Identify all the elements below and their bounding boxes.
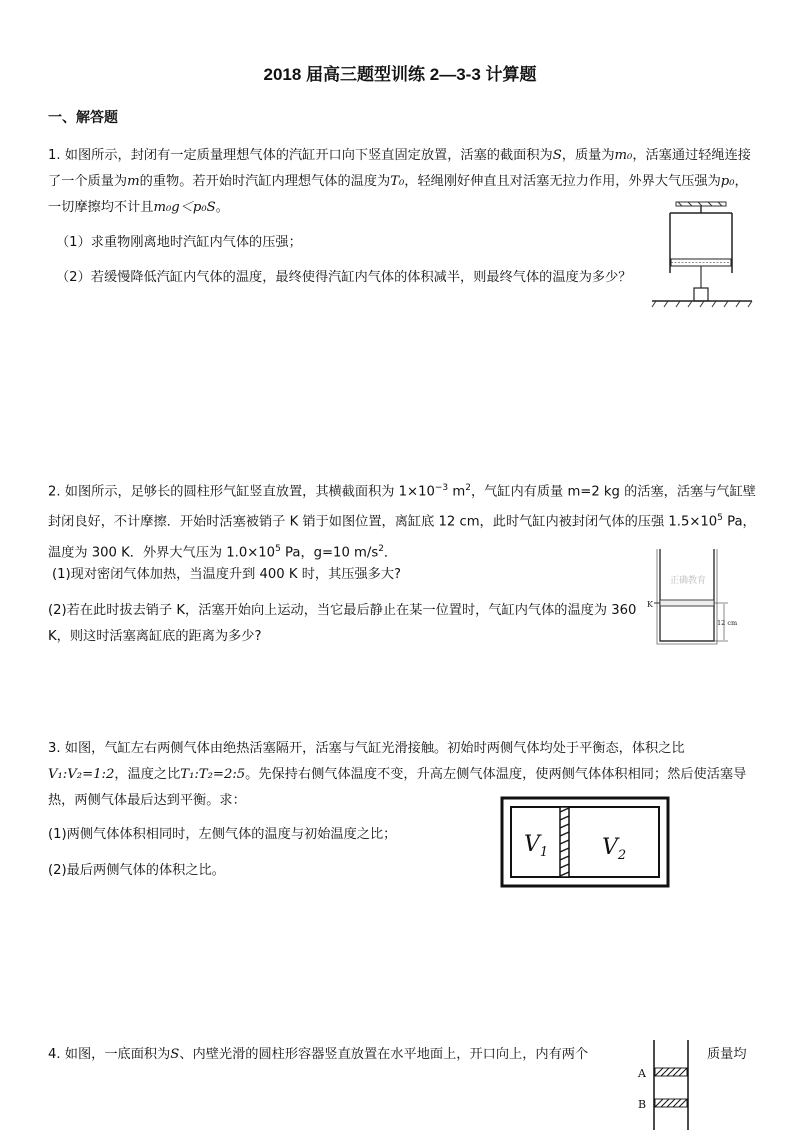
- q2-text: m: [448, 484, 466, 500]
- q1-var-m0: m₀: [614, 148, 633, 163]
- figure-1-cylinder: [648, 200, 758, 312]
- q2-exponent: 2: [378, 543, 384, 554]
- q2-text: ．: [383, 545, 398, 561]
- q2-text: ，气缸内有质量 m=2 kg 的活塞，活塞与气缸壁封闭良好，不计摩擦．开始时活塞被销子 K 销于如图位置，离缸底 12 cm，此时气缸内被封闭气体的压强 1.5×10: [48, 484, 756, 530]
- label-v1: $V_1$: [524, 832, 549, 860]
- question-3-sub-1: (1)两侧气体体积相同时，左侧气体的温度与初始温度之比；: [48, 827, 397, 842]
- q1-text: ，活塞通过轻绳连接了一个质量为: [48, 148, 751, 189]
- q1-text: 的重物。若开始时汽缸内理想气体的温度为: [139, 174, 391, 189]
- question-1-sub-1: （1）求重物刚离地时汽缸内气体的压强；: [56, 235, 302, 250]
- q1-text: ，轻绳刚好伸直且对活塞无拉力作用，外界大气压强为: [404, 174, 721, 189]
- q2-exponent: 2: [465, 483, 471, 493]
- q1-text: ，一切摩擦均不计且: [48, 174, 748, 215]
- q2-exponent: 5: [275, 543, 281, 554]
- cylinder-wall: [660, 549, 714, 641]
- q1-text: 1. 如图所示，封闭有一定质量理想气体的汽缸开口向下竖直固定放置，活塞的截面积为: [48, 148, 553, 163]
- q3-text: 。先保持右侧气体温度不变，升高左侧气体温度，使两侧气体体积相同；然后使活塞导热，两侧气体最后达到平衡。求：: [48, 767, 747, 808]
- pin-k-label: K: [647, 600, 653, 609]
- q2-text: Pa，温度为 300 K．外界大气压为 1.0×10: [48, 514, 756, 561]
- question-4-stem: [48, 1042, 628, 1068]
- figure-4-container: [634, 1036, 704, 1130]
- question-4-stem-continued: 质量均: [707, 1047, 747, 1062]
- figure-2-cylinder: [644, 545, 744, 655]
- q4-text: 、内壁光滑的圆柱形容器竖直放置在水平地面上，开口向上，内有两个: [179, 1047, 589, 1062]
- weight-block: [694, 288, 708, 301]
- q2-text: 2. 如图所示，足够长的圆柱形气缸竖直放置，其横截面积为 1×10: [48, 484, 435, 500]
- dimension-label: 12 cm: [717, 619, 738, 627]
- label-b: B: [638, 1098, 647, 1111]
- figure-3-cylinder: [500, 796, 670, 888]
- label-a: A: [638, 1067, 646, 1080]
- q1-var-s: S: [552, 148, 562, 163]
- q1-var-p0: p₀: [720, 174, 735, 189]
- piston: [660, 600, 714, 606]
- q2-exponent: 5: [717, 513, 723, 524]
- question-1-sub-2: （2）若缓慢降低汽缸内气体的温度，最终使得汽缸内气体的体积减半，则最终气体的温度为多少？: [56, 270, 632, 285]
- label-v2: $V_2$: [602, 835, 627, 863]
- question-2-sub-2: (2)若在此时拔去销子 K，活塞开始向上运动，当它最后静止在某一位置时，气缸内气体的温度为 360 K，则这时活塞离缸底的距离为多少?: [48, 603, 637, 644]
- q3-volume-ratio: V₁:V₂=1:2: [48, 767, 115, 782]
- q1-var-t0: T₀: [390, 174, 405, 189]
- question-3-sub-2: (2)最后两侧气体的体积之比。: [48, 863, 225, 878]
- q3-text: 3. 如图，气缸左右两侧气体由绝热活塞隔开，活塞与气缸光滑接触。初始时两侧气体均处于平衡态，体积之比: [48, 741, 685, 756]
- q2-exponent: −3: [434, 483, 449, 493]
- q1-text: ，质量为: [561, 148, 615, 163]
- watermark: 正确教育: [670, 576, 707, 586]
- q1-condition: m₀g＜p₀S: [153, 200, 216, 215]
- q1-var-m: m: [127, 174, 140, 189]
- q4-text: 4. 如图，一底面积为: [48, 1047, 171, 1062]
- question-2-sub-1: (1)现对密闭气体加热，当温度升到 400 K 时，其压强多大?: [52, 567, 402, 582]
- q3-text: ，温度之比: [114, 767, 181, 782]
- page-title: 2018 届高三题型训练 2—3-3 计算题: [263, 65, 537, 84]
- q4-var-s: S: [170, 1047, 180, 1062]
- q1-text: 。: [215, 200, 229, 215]
- q3-temperature-ratio: T₁:T₂=2:5: [180, 767, 246, 782]
- section-heading: 一、解答题: [48, 110, 118, 126]
- q2-text: Pa，g=10 m/s: [280, 545, 379, 561]
